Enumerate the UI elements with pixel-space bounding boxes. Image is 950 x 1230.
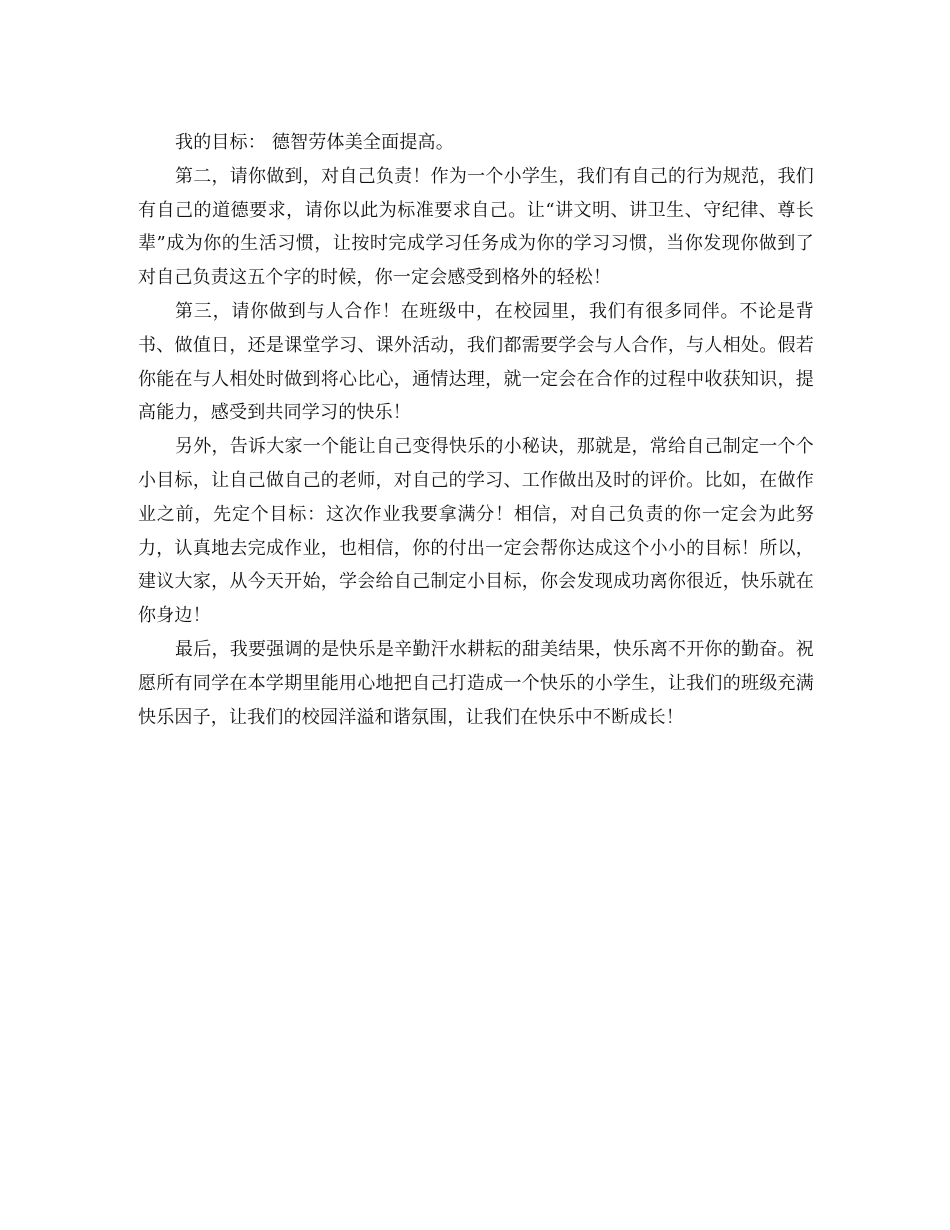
paragraph-third: 第三，请你做到与人合作！在班级中，在校园里，我们有很多同伴。不论是背书、做值日，还是课堂学习、课外活动，我们都需要学会与人合作，与人相处。假若你能在与人相处时做到将心比心，通情达理，就一定会在合作的过程中收获知识，提高能力，感受到共同学习的快乐！: [138, 300, 814, 424]
paragraph-final: 最后，我要强调的是快乐是辛勤汗水耕耘的甜美结果，快乐离不开你的勤奋。祝愿所有同学在本学期里能用心地把自己打造成一个快乐的小学生，让我们的班级充满快乐因子，让我们的校园洋溢和谐氛围，让我们在快乐中不断成长！: [138, 638, 814, 728]
paragraph-goal: 我的目标： 德智劳体美全面提高。: [175, 132, 454, 153]
paragraph-second: 第二，请你做到，对自己负责！作为一个小学生，我们有自己的行为规范，我们有自己的道德要求，请你以此为标准要求自己。让“讲文明、讲卫生、守纪律、尊长辈”成为你的生活习惯，让按时完成学习任务成为你的学习习惯，当你发现你做到了对自己负责这五个字的时候，你一定会感受到格外的轻松！: [138, 165, 814, 289]
paragraph-tip: 另外，告诉大家一个能让自己变得快乐的小秘诀，那就是，常给自己制定一个个小目标，让自己做自己的老师，对自己的学习、工作做出及时的评价。比如，在做作业之前，先定个目标：这次作业我要拿满分！相信，对自己负责的你一定会为此努力，认真地去完成作业，也相信，你的付出一定会帮你达成这个小小的目标！所以，建议大家，从今天开始，学会给自己制定小目标，你会发现成功离你很近，快乐就在你身边！: [138, 436, 814, 627]
document-body: [138, 126, 814, 734]
